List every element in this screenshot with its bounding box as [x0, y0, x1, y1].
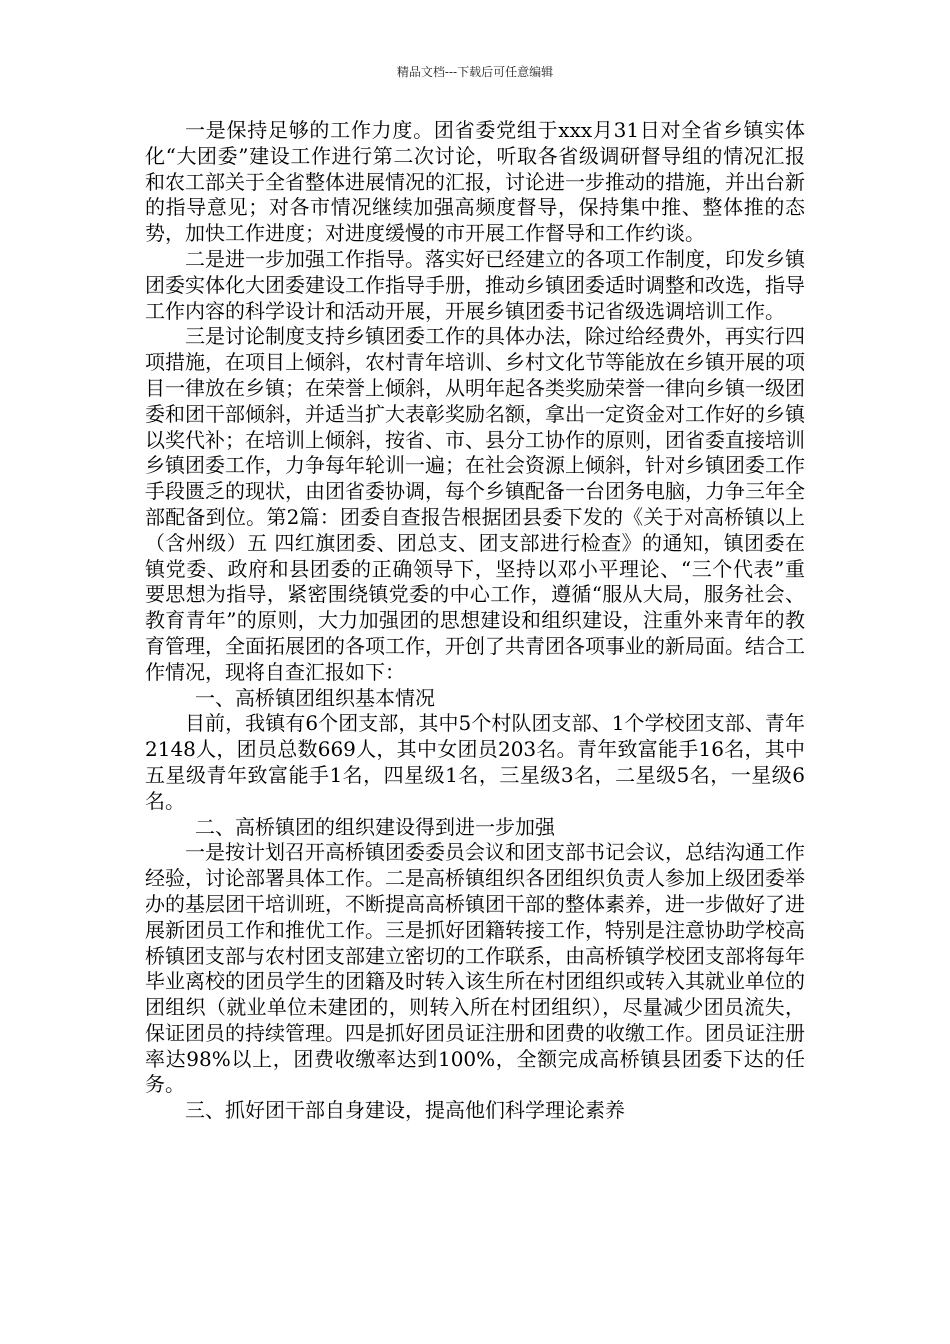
document-body — [145, 118, 805, 1124]
paragraph-support-measures: 三是讨论制度支持乡镇团委工作的具体办法，除过给经费外，再实行四项措施，在项目上倾斜，农村青年培训、乡村文化节等能放在乡镇开展的项目一律放在乡镇；在荣誉上倾斜，从明年起各类奖励荣誉一律向乡镇一级团委和团干部倾斜，并适当扩大表彰奖励名额，拿出一定资金对工作好的乡镇以奖代补；在培训上倾斜，按省、市、县分工协作的原则，团省委直接培训乡镇团委工作，力争每年轮训一遍；在社会资源上倾斜，针对乡镇团委工作手段匮乏的现状，由团省委协调，每个乡镇配备一台团务电脑，力争三年全部配备到位。第2篇：团委自查报告根据团县委下发的《关于对高桥镇以上（含州级）五 四红旗团委、团总支、团支部进行检查》的通知，镇团委在镇党委、政府和县团委的正确领导下，坚持以邓小平理论、“三个代表”重要思想为指导，紧密围绕镇党委的中心工作，遵循“服从大局，服务社会、教育青年”的原则，大力加强团的思想建设和组织建设，注重外来青年的教育管理，全面拓展团的各项工作，开创了共青团各项事业的新局面。结合工作情况，现将自查汇报如下： — [145, 324, 805, 684]
paragraph-work-guidance: 二是进一步加强工作指导。落实好已经建立的各项工作制度，印发乡镇团委实体化大团委建设工作指导手册，推动乡镇团委适时调整和改选，指导工作内容的科学设计和活动开展，开展乡镇团委书记省级选调培训工作。 — [145, 246, 805, 323]
paragraph-organization: 一是按计划召开高桥镇团委委员会议和团支部书记会议，总结沟通工作经验，讨论部署具体工作。二是高桥镇组织各团组织负责人参加上级团委举办的基层团干培训班，不断提高高桥镇团干部的整体素养，进一步做好了进展新团员工作和推优工作。三是抓好团籍转接工作，特别是注意协助学校高桥镇团支部与农村团支部建立密切的工作联系，由高桥镇学校团支部将每年毕业离校的团员学生的团籍及时转入该生所在村团组织或转入其就业单位的团组织（就业单位未建团的，则转入所在村团组织），尽量减少团员流失，保证团员的持续管理。四是抓好团员证注册和团费的收缴工作。团员证注册率达98%以上，团费收缴率达到100%，全额完成高桥镇县团委下达的任务。 — [145, 840, 805, 1097]
section-heading-cadre: 三、抓好团干部自身建设，提高他们科学理论素养 — [185, 1098, 625, 1123]
paragraph-work-intensity: 一是保持足够的工作力度。团省委党组于xxx月31日对全省乡镇实体化“大团委”建设工作进行第二次讨论，听取各省级调研督导组的情况汇报和农工部关于全省整体进展情况的汇报，讨论进一步推动的措施，并出台新的指导意见；对各市情况继续加强高频度督导，保持集中推、整体推的态势，加快工作进度；对进度缓慢的市开展工作督导和工作约谈。 — [145, 118, 805, 246]
paragraph-basic-info: 目前，我镇有6个团支部，其中5个村队团支部、1个学校团支部、青年2148人，团员总数669人，其中女团员203名。青年致富能手16名，其中五星级青年致富能手1名，四星级1名，三星级3名，二星级5名，一星级6名。 — [145, 711, 805, 813]
page-header: 精品文档---下载后可任意编辑 — [396, 65, 554, 79]
section-heading-basic-info: 一、高桥镇团组织基本情况 — [195, 685, 435, 710]
section-heading-organization: 二、高桥镇团的组织建设得到进一步加强 — [195, 814, 555, 839]
